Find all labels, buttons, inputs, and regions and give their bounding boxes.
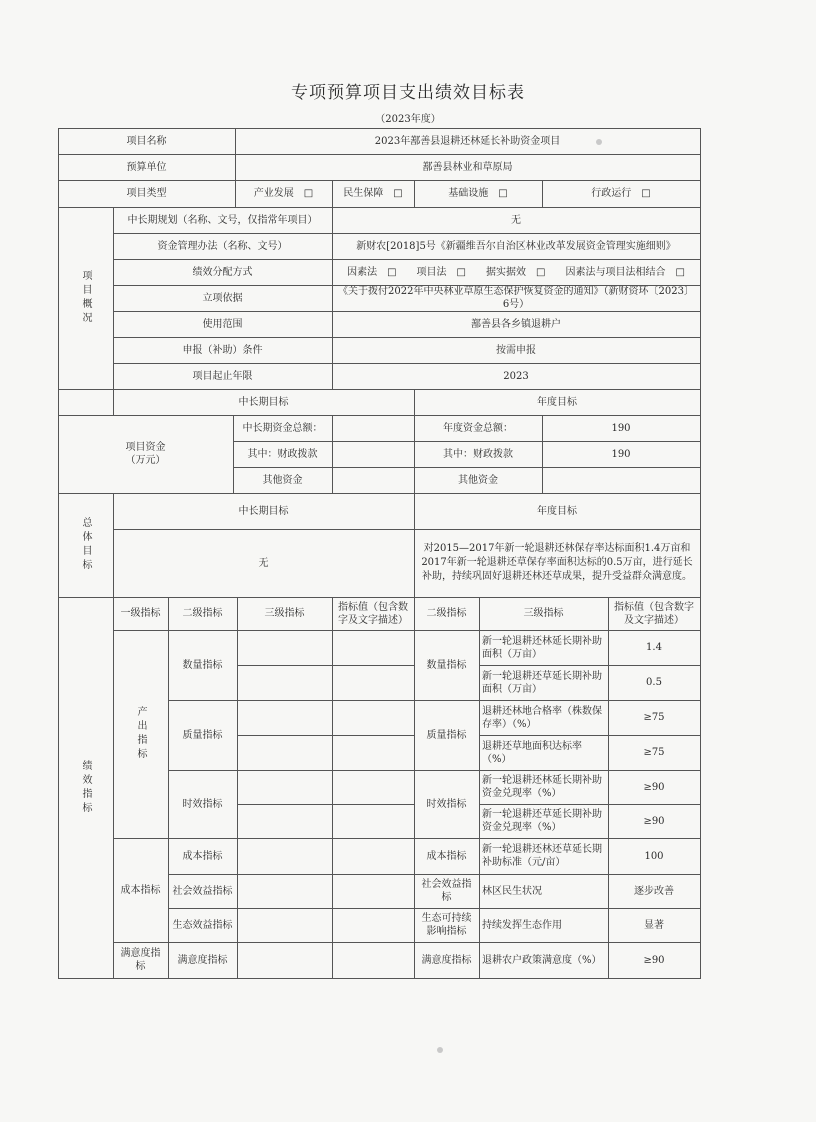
indicator-header: 指标值（包含数字及文字描述）	[614, 601, 694, 626]
year-label: （2023年度）	[375, 114, 441, 125]
level2-indicator-right: 时效指标	[426, 798, 467, 810]
indicator-value: ≥75	[643, 712, 665, 723]
indicator-value: 显著	[644, 919, 664, 931]
indicator-value: 0.5	[646, 677, 662, 688]
budget-unit-label: 预算单位	[126, 161, 167, 173]
overview-row-label: 使用范围	[202, 318, 243, 330]
overview-row-label: 立项依据	[202, 292, 243, 304]
scan-speck	[437, 1047, 443, 1053]
indicator-value: 1.4	[646, 642, 662, 653]
level3-indicator: 退耕还林地合格率（株数保存率）（%）	[482, 705, 602, 730]
overview-row-value: 《关于拨付2022年中央林业草原生态保护恢复资金的通知》（新财资环〔2023〕6号）	[338, 286, 694, 310]
project-type-label: 项目类型	[126, 188, 167, 199]
overview-row-label: 资金管理办法（名称、文号）	[157, 240, 288, 252]
indicator-value: ≥90	[643, 815, 665, 827]
mid-long-goal-heading: 中长期目标	[238, 396, 289, 408]
level3-indicator: 退耕还草地面积达标率（%）	[482, 740, 582, 765]
overview-row-value: 无	[511, 214, 521, 226]
level2-indicator-right: 社会效益指标	[421, 879, 472, 903]
indicator-value: 100	[644, 850, 664, 862]
level3-indicator: 新一轮退耕还林还草延长期补助标准（元/亩）	[482, 844, 602, 868]
level2-indicator: 时效指标	[182, 798, 223, 810]
project-type-option: 行政运行 □	[591, 188, 651, 199]
level2-indicator: 数量指标	[182, 659, 223, 671]
overview-row-label: 项目起止年限	[192, 370, 253, 382]
funds-mid-label: 中长期资金总额：	[242, 422, 323, 434]
level2-indicator: 满意度指标	[177, 954, 228, 966]
level2-indicator-right: 满意度指标	[421, 954, 472, 966]
level2-indicator: 社会效益指标	[172, 885, 233, 897]
overview-row-value: 2023	[503, 370, 529, 382]
level3-indicator: 退耕农户政策满意度（%）	[482, 954, 602, 966]
overview-row-value: 新财农[2018]5号《新疆维吾尔自治区林业改革发展资金管理实施细则》	[356, 240, 676, 252]
output-indicators-label: 产出指标	[135, 706, 146, 762]
project-type-option: 基础设施 □	[448, 188, 508, 199]
indicator-header: 一级指标	[120, 608, 161, 619]
level2-indicator: 成本指标	[182, 850, 223, 862]
level3-indicator: 新一轮退耕还草延长期补助面积（万亩）	[482, 670, 602, 695]
project-type-option: 产业发展 □	[253, 188, 314, 199]
project-name-label: 项目名称	[126, 135, 167, 147]
benefit-indicators-label: 成本指标	[120, 884, 161, 896]
scan-speck	[596, 139, 602, 145]
indicators-label: 绩效指标	[80, 759, 91, 816]
indicator-value: ≥75	[643, 747, 665, 758]
funds-annual-value: 190	[611, 448, 631, 460]
funds-mid-label: 其中：财政拨款	[247, 448, 318, 460]
overall-annual-text: 对2015—2017年新一轮退耕还林保存率达标面积1.4万亩和2017年新一轮退耕还草保存率面积达标的0.5万亩，进行延长补助，持续巩固好退耕还林还草成果，提升受益群众满意度。	[421, 543, 693, 582]
overview-row-value: 因素法 □ 项目法 □ 据实据效 □ 因素法与项目法相结合 □	[347, 266, 685, 278]
project-type-option: 民生保障 □	[343, 188, 403, 199]
funds-unit: （万元）	[125, 455, 166, 466]
project-name-value: 2023年鄯善县退耕还林延长补助资金项目	[374, 135, 561, 147]
overall-mid-long-heading: 中长期目标	[238, 505, 289, 517]
level2-indicator-right: 生态可持续影响指标	[421, 913, 472, 937]
page-title: 专项预算项目支出绩效目标表	[291, 83, 525, 103]
indicator-header: 指标值（包含数字及文字描述）	[338, 601, 408, 626]
funds-label: 项目资金	[125, 442, 166, 453]
funds-annual-label: 其中：财政拨款	[443, 448, 513, 460]
indicator-header: 二级指标	[426, 608, 467, 619]
overview-label: 项目概况	[80, 270, 91, 326]
funds-annual-value: 190	[611, 422, 631, 434]
overview-row-label: 申报（补助）条件	[182, 344, 263, 356]
satisfaction-l1-label: 满意度指标	[120, 948, 161, 972]
level2-indicator-right: 成本指标	[426, 850, 467, 862]
overview-row-label: 绩效分配方式	[192, 266, 253, 278]
indicator-value: 逐步改善	[634, 885, 674, 897]
budget-unit-value: 鄯善县林业和草原局	[422, 161, 513, 173]
overall-goal-label: 总体目标	[80, 517, 91, 573]
funds-annual-label: 年度资金总额：	[443, 422, 513, 434]
indicator-header: 三级指标	[523, 608, 564, 619]
level2-indicator-right: 质量指标	[426, 729, 467, 741]
indicator-header: 二级指标	[182, 608, 223, 619]
overview-row-label: 中长期规划（名称、文号，仅指常年项目）	[127, 214, 318, 226]
level3-indicator: 持续发挥生态作用	[482, 919, 562, 931]
overview-row-value: 按需申报	[496, 344, 536, 356]
indicator-value: ≥90	[643, 781, 665, 793]
level2-indicator-right: 数量指标	[426, 659, 467, 671]
level3-indicator: 新一轮退耕还林延长期补助资金兑现率（%）	[482, 775, 602, 799]
level3-indicator: 林区民生状况	[482, 885, 542, 897]
indicator-value: ≥90	[643, 954, 665, 966]
level2-indicator: 质量指标	[182, 729, 223, 741]
indicator-header: 三级指标	[264, 608, 305, 619]
overall-annual-heading: 年度目标	[537, 505, 577, 517]
funds-mid-label: 其他资金	[262, 474, 303, 486]
overall-mid-long-text: 无	[258, 557, 269, 569]
level3-indicator: 新一轮退耕还草延长期补助资金兑现率（%）	[482, 809, 602, 833]
annual-goal-heading: 年度目标	[537, 396, 577, 408]
overview-row-value: 鄯善县各乡镇退耕户	[471, 318, 561, 330]
funds-annual-label: 其他资金	[458, 474, 498, 486]
level3-indicator: 新一轮退耕还林延长期补助面积（万亩）	[482, 635, 602, 660]
level2-indicator: 生态效益指标	[172, 919, 233, 931]
